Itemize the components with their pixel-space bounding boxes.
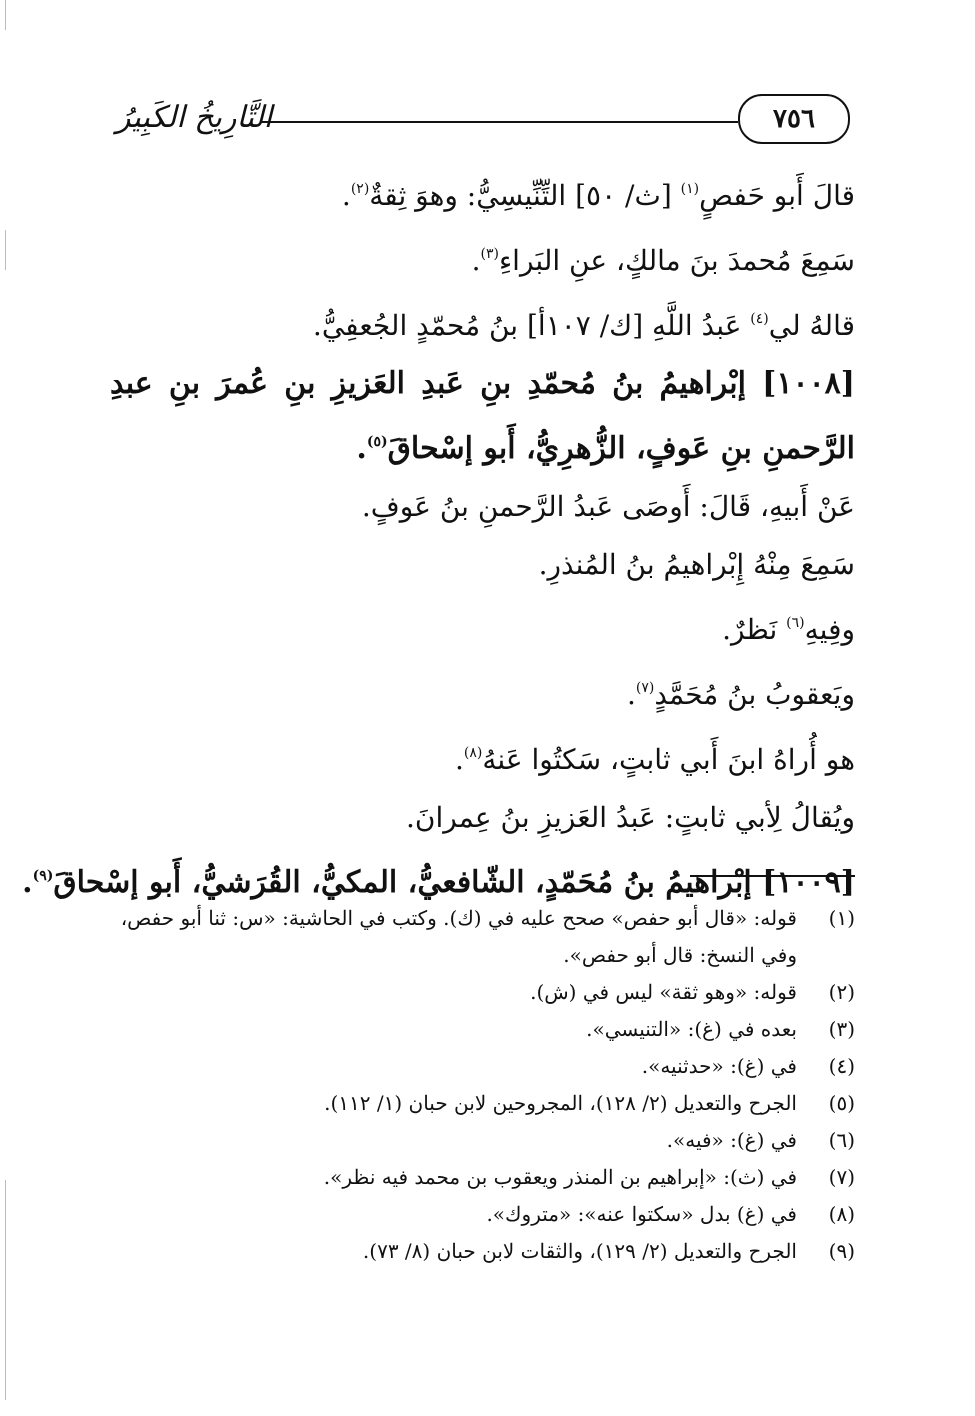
footnote	[110, 1196, 855, 1233]
footnote-text: بعده في (غ): «التنيسي».	[586, 1017, 797, 1041]
footnote	[110, 974, 855, 1011]
scan-edge-mark	[5, 230, 6, 270]
scan-edge-mark	[5, 0, 6, 30]
footnote-text: في (ث): «إبراهيم بن المنذر ويعقوب بن محمد فيه نظر».	[323, 1165, 797, 1189]
footnote-number: (٦)	[828, 1128, 855, 1152]
footnote-number: (٥)	[828, 1091, 855, 1115]
footnote	[110, 1122, 855, 1159]
text-line: هو أُراهُ ابنَ أَبي ثابتٍ، سَكتُوا عَنهُ$^{(٨)}$.	[455, 743, 855, 776]
footnote-ref[interactable]: (٦)	[786, 615, 805, 631]
text-line: سَمِعَ مُحمدَ بنَ مالكٍ، عنِ البَراءِ$^{(٣)}$.	[471, 244, 855, 277]
text-line: قالهُ لي$^{(٤)}$ عَبدُ اللَّهِ [ك/ ١٠٧أ] بنُ مُحمّدٍ الجُعفِيُّ.	[312, 309, 855, 342]
text-line: عَنْ أَبيهِ، قَالَ: أَوصَى عَبدُ الرَّحمنِ بنُ عَوفٍ.	[361, 490, 855, 523]
footnote	[110, 1085, 855, 1122]
main-text	[22, 160, 855, 912]
running-header	[110, 94, 850, 146]
entry-heading-1008: [١٠٠٨] إبْراهيمُ بنُ مُحمّدِ بنِ عَبدِ العَزيزِ بنِ عُمرَ بنِ عبدِ الرَّحمنِ بنِ عَوفٍ، الزُّهرِيُّ، أَبو إسْحاقَ$^{(٥)}$.	[110, 366, 855, 466]
footnote-ref[interactable]: (١)	[680, 181, 700, 197]
footnote-number: (٤)	[828, 1054, 855, 1078]
footnote-ref[interactable]: (٢)	[350, 181, 370, 197]
book-title: التَّارِيخُ الكَبِيرُ	[116, 100, 273, 135]
footnote-text: الجرح والتعديل (٢/ ١٢٩)، والثقات لابن حبان (٨/ ٧٣).	[362, 1239, 797, 1263]
header-rule	[260, 121, 738, 123]
text-line: سَمِعَ مِنْهُ إِبْراهيمُ بنُ المُنذرِ.	[538, 548, 855, 581]
footnote-number: (٨)	[828, 1202, 855, 1226]
footnote-number: (٢)	[828, 980, 855, 1004]
footnote	[110, 1159, 855, 1196]
footnote-separator	[690, 875, 855, 877]
footnote-number: (٧)	[828, 1165, 855, 1189]
footnote-number: (٣)	[828, 1017, 855, 1041]
footnote-text: في (غ) بدل «سكتوا عنه»: «متروك».	[486, 1202, 797, 1226]
footnote-ref[interactable]: (٩)	[32, 868, 54, 884]
footnote-ref[interactable]: (٥)	[366, 434, 388, 450]
text-line: قالَ أَبو حَفصٍ$^{(١)}$ [ث/ ٥٠] التِّنِّيسِيُّ: وهوَ ثِقةٌ$^{(٢)}$.	[341, 179, 855, 212]
footnote-text: قوله: «وهو ثقة» ليس في (ش).	[530, 980, 797, 1004]
footnote	[110, 1233, 855, 1270]
scan-edge-mark	[5, 1180, 6, 1400]
footnote-text: قوله: «قال أبو حفص» صحح عليه في (ك). وكتب في الحاشية: «س: ثنا أبو حفص، وفي النسخ: قال أبو حفص».	[120, 906, 797, 967]
text-line: ويُقالُ لِأبي ثابتٍ: عَبدُ العَزيزِ بنُ عِمرانَ.	[406, 801, 855, 834]
footnote-text: الجرح والتعديل (٢/ ١٢٨)، المجروحين لابن حبان (١/ ١١٢).	[324, 1091, 797, 1115]
footnote	[110, 900, 855, 974]
footnote-ref[interactable]: (٧)	[635, 680, 655, 696]
footnotes	[110, 900, 855, 1270]
footnote-text: في (غ): «حدثنيه».	[641, 1054, 797, 1078]
footnote-number: (٩)	[828, 1239, 855, 1263]
footnote-ref[interactable]: (٤)	[750, 311, 769, 327]
footnote-ref[interactable]: (٨)	[463, 745, 483, 761]
text-line: وفِيهِ$^{(٦)}$ نَظرٌ.	[722, 613, 855, 646]
footnote-ref[interactable]: (٣)	[480, 246, 499, 262]
footnote	[110, 1048, 855, 1085]
footnote-text: في (غ): «فيه».	[666, 1128, 797, 1152]
entry-heading-1009: [١٠٠٩] إبْراهيمُ بنُ مُحَمّدٍ، الشّافعيُّ، المكيُّ، القُرَشيُّ، أَبو إسْحاقَ$^{(٩)}$.	[22, 865, 855, 900]
text-line: ويَعقوبُ بنُ مُحَمَّدٍ$^{(٧)}$.	[626, 678, 855, 711]
footnote	[110, 1011, 855, 1048]
footnote-number: (١)	[828, 906, 855, 930]
page-number: ٧٥٦	[738, 94, 850, 144]
